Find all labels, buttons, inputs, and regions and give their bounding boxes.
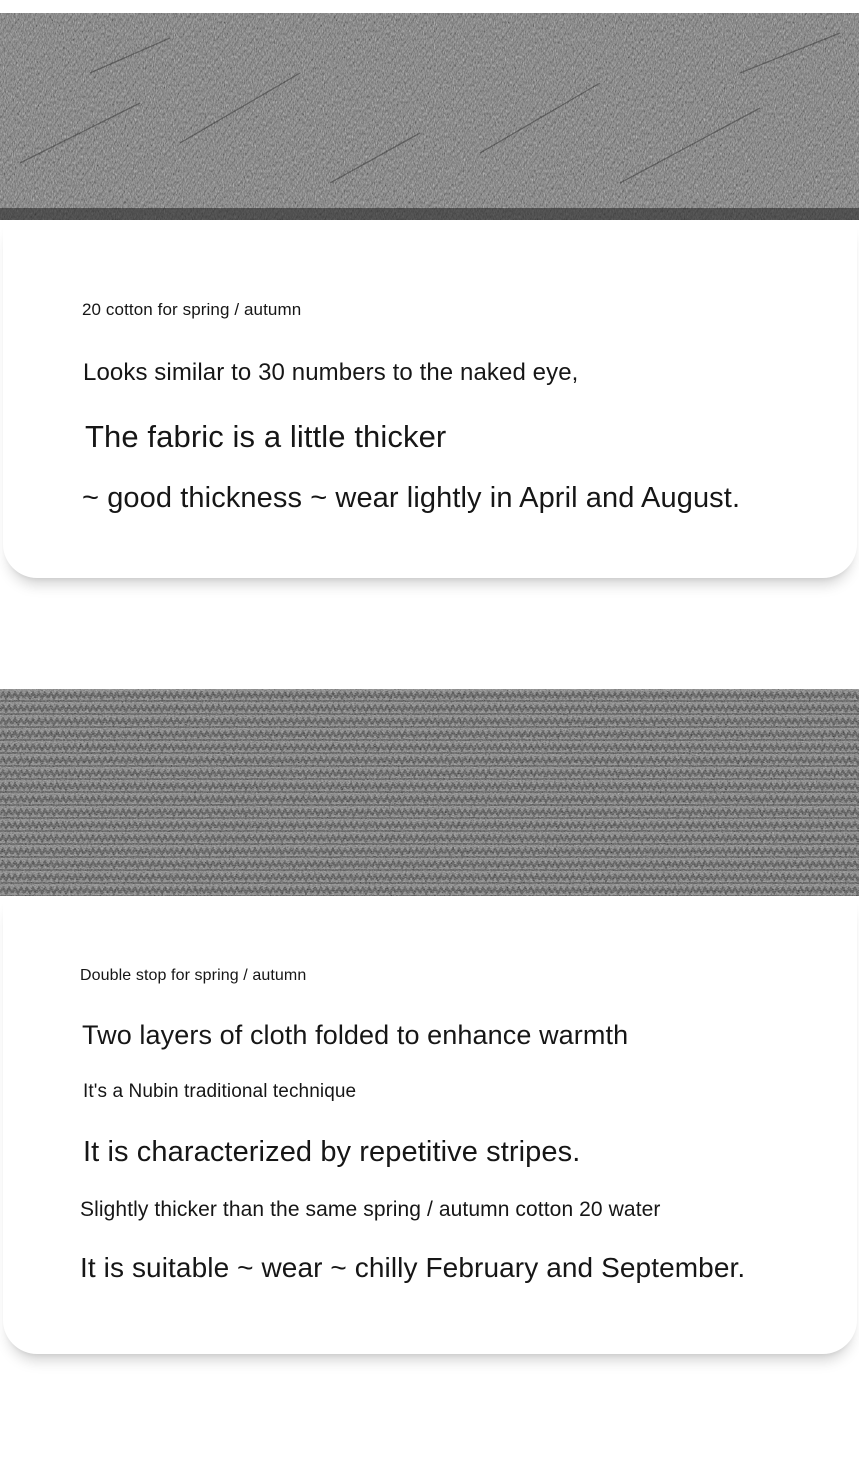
description-line: Two layers of cloth folded to enhance warmth — [82, 1020, 629, 1050]
description-line: The fabric is a little thicker — [85, 419, 447, 454]
section-title-double-knit: Double stop for spring / autumn — [80, 967, 307, 984]
description-line: It is characterized by repetitive stripes. — [83, 1136, 581, 1168]
fabric-description-card-double-knit — [3, 896, 857, 1354]
description-line: ~ good thickness ~ wear lightly in April and August. — [82, 482, 741, 514]
description-line: Looks similar to 30 numbers to the naked eye, — [83, 359, 579, 386]
fabric-description-card-cotton — [3, 220, 857, 578]
description-line: Slightly thicker than the same spring / autumn cotton 20 water — [80, 1198, 661, 1221]
description-line: It is suitable ~ wear ~ chilly February and September. — [80, 1252, 746, 1283]
description-line: It's a Nubin traditional technique — [83, 1081, 357, 1102]
fabric-swatch-image-double-knit — [0, 689, 859, 896]
fabric-swatch-image-cotton — [0, 13, 859, 220]
section-title-cotton: 20 cotton for spring / autumn — [82, 300, 302, 319]
